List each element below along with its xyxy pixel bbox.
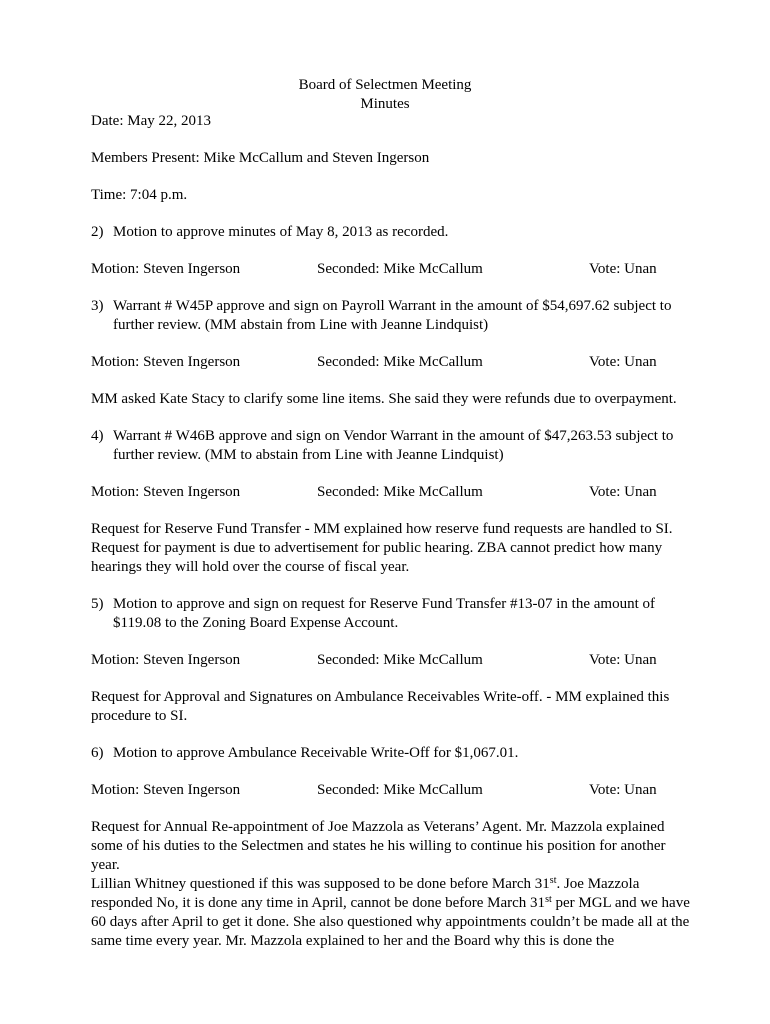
motion-row	[91, 260, 691, 279]
lillian-text-3: per MGL and we have 60 days after April to get it done. She also questioned why appointments couldn’t be made all at the same time every year. Mr. Mazzola explained to her and the Board why this is done the	[91, 895, 690, 949]
agenda-item-6	[91, 744, 691, 763]
vote-result: Vote: Unan	[589, 484, 657, 500]
title-block	[0, 76, 770, 114]
seconded-by: Seconded: Mike McCallum	[317, 652, 483, 668]
agenda-item-4	[91, 427, 691, 465]
lillian-whitney-note	[91, 875, 691, 951]
agenda-item-2	[91, 223, 691, 242]
reserve-fund-note: Request for Reserve Fund Transfer - MM explained how reserve fund requests are handled to SI. Request for payment is due to advertisement for public hearing. ZBA cannot predict how many hearings they will hold over the course of fiscal year.	[91, 521, 673, 575]
motion-by: Motion: Steven Ingerson	[91, 652, 241, 668]
item-text: Motion to approve minutes of May 8, 2013 as recorded.	[113, 224, 449, 240]
meeting-title: Board of Selectmen Meeting	[298, 77, 472, 93]
members-present: Members Present: Mike McCallum and Steven Ingerson	[91, 150, 430, 166]
motion-by: Motion: Steven Ingerson	[91, 782, 241, 798]
item-number: 2)	[91, 224, 104, 240]
item-number: 6)	[91, 745, 104, 761]
meeting-time: Time: 7:04 p.m.	[91, 187, 188, 203]
ordinal-suffix: st	[545, 894, 552, 905]
vote-result: Vote: Unan	[589, 354, 657, 370]
motion-row	[91, 353, 691, 372]
mazzola-reappointment-note: Request for Annual Re-appointment of Joe Mazzola as Veterans’ Agent. Mr. Mazzola explained some of his duties to the Selectmen and states he his willing to continue his position for another year.	[91, 819, 666, 873]
minutes-body	[91, 112, 691, 969]
agenda-item-5	[91, 595, 691, 633]
lillian-text-2: . Joe Mazzola responded No, it is done any time in April, cannot be done before March 31	[91, 876, 640, 911]
lillian-text-1: Lillian Whitney questioned if this was supposed to be done before March 31	[91, 876, 550, 892]
motion-by: Motion: Steven Ingerson	[91, 354, 241, 370]
meeting-date: Date: May 22, 2013	[91, 113, 211, 129]
item-text: Warrant # W46B approve and sign on Vendor Warrant in the amount of $47,263.53 subject to further review. (MM to abstain from Line with Jeanne Lindquist)	[113, 428, 674, 463]
motion-by: Motion: Steven Ingerson	[91, 261, 241, 277]
item-number: 4)	[91, 428, 104, 444]
kate-stacy-note: MM asked Kate Stacy to clarify some line items. She said they were refunds due to overpayment.	[91, 391, 677, 407]
minutes-title: Minutes	[360, 96, 410, 112]
motion-by: Motion: Steven Ingerson	[91, 484, 241, 500]
seconded-by: Seconded: Mike McCallum	[317, 484, 483, 500]
vote-result: Vote: Unan	[589, 652, 657, 668]
item-number: 3)	[91, 298, 104, 314]
motion-row	[91, 781, 691, 800]
item-text: Warrant # W45P approve and sign on Payroll Warrant in the amount of $54,697.62 subject to further review. (MM abstain from Line with Jeanne Lindquist)	[113, 298, 672, 333]
item-text: Motion to approve and sign on request for Reserve Fund Transfer #13-07 in the amount of $119.08 to the Zoning Board Expense Account.	[113, 596, 655, 631]
item-text: Motion to approve Ambulance Receivable Write-Off for $1,067.01.	[113, 745, 519, 761]
seconded-by: Seconded: Mike McCallum	[317, 261, 483, 277]
motion-row	[91, 651, 691, 670]
item-number: 5)	[91, 596, 104, 612]
vote-result: Vote: Unan	[589, 782, 657, 798]
seconded-by: Seconded: Mike McCallum	[317, 354, 483, 370]
vote-result: Vote: Unan	[589, 261, 657, 277]
ordinal-suffix: st	[549, 875, 557, 886]
agenda-item-3	[91, 297, 691, 335]
seconded-by: Seconded: Mike McCallum	[317, 782, 483, 798]
ambulance-note: Request for Approval and Signatures on Ambulance Receivables Write-off. - MM explained this procedure to SI.	[91, 689, 670, 724]
motion-row	[91, 483, 691, 502]
